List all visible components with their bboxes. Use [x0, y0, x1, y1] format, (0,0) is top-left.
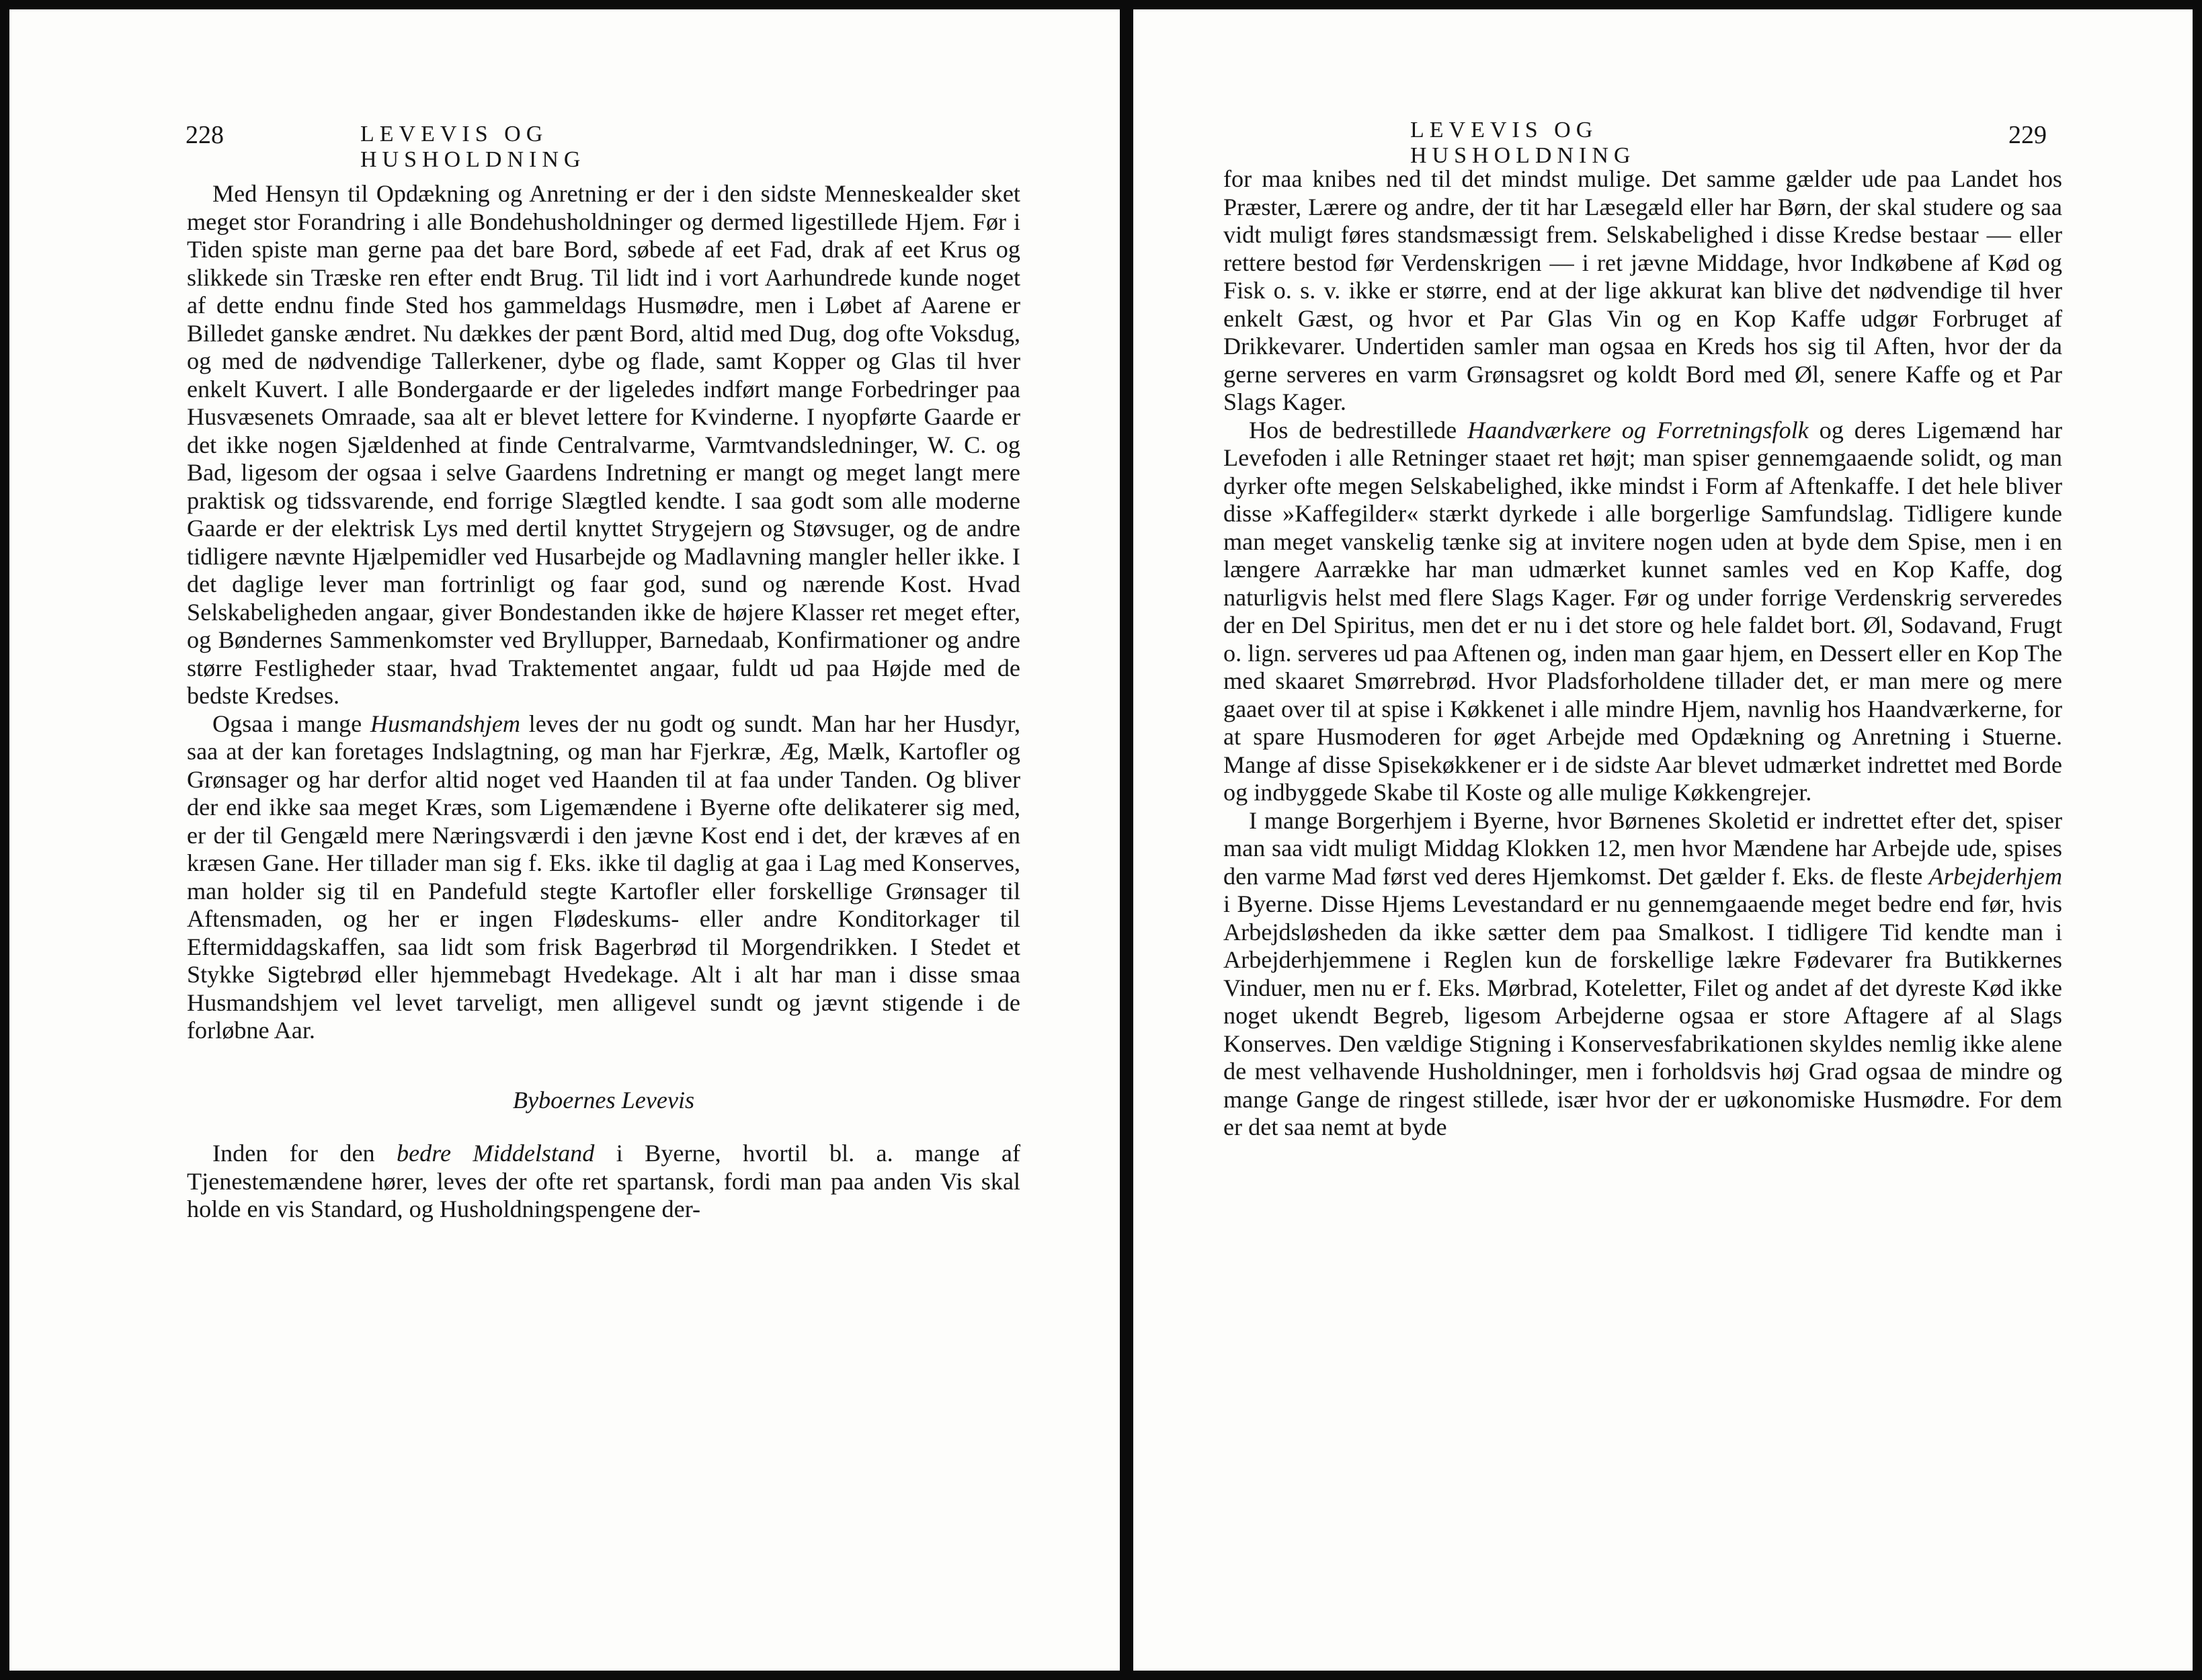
italic-phrase: bedre Middelstand	[397, 1140, 595, 1167]
paragraph	[1223, 165, 2062, 417]
paragraph	[1223, 417, 2062, 807]
text-run: leves der nu godt og sundt. Man har her Husdyr, saa at der kan foretages Indslagtning, og man har Fjerkræ, Æg, Mælk, Kartofler og Grønsager og har derfor altid noget ved Haanden til at faa under Tanden. Og bliver der end ikke saa meget Kræs, som Ligemændene i Byerne ofte delikaterer sig med, er der til Gengæld mere Næringsværdi i den jævne Kost end i det, der kræves af en kræsen Gane. Her tillader man sig f. Eks. ikke til daglig at gaa i Lag med Konserves, man holder sig til en Pandefuld stegte Kartofler eller forskellige Grønsager til Aftensmaden, og her er ingen Flødeskums- eller andre Konditorkager til Eftermiddagskaffen, saa lidt som frisk Bagerbrød til Morgendrikken. I Stedet et Stykke Sigtebrød eller hjemmebagt Hvedekage. Alt i alt har man i disse smaa Husmandshjem vel levet tarveligt, men alligevel sundt og jævnt stigende i de forløbne Aar.	[187, 710, 1020, 1044]
italic-phrase: Arbejderhjem	[1928, 862, 2062, 890]
right-page-body	[1223, 165, 2062, 1142]
section-heading: Byboernes Levevis	[512, 1086, 695, 1114]
text-run: Med Hensyn til Opdækning og Anretning er der i den sidste Menneskealder sket meget stor Forandring i alle Bondehusholdninger og dermed ligestillede Hjem. Før i Tiden spiste man gerne paa det bare Bord, søbede af eet Fad, drak af eet Krus og slikkede sin Træske ren efter endt Brug. Til lidt ind i vort Aarhundrede kunde noget af dette endnu finde Sted hos gammeldags Husmødre, men i Løbet af Aarene er Billedet ganske ændret. Nu dækkes der pænt Bord, altid med Dug, dog ofte Voksdug, og med de nødvendige Tallerkener, dybe og flade, samt Kopper og Glas til hver enkelt Kuvert. I alle Bondergaarde er der ligeledes indført mange Forbedringer paa Husvæsenets Omraade, saa alt er blevet lettere for Kvinderne. I nyopførte Gaarde er det ikke nogen Sjældenhed at finde Centralvarme, Varmtvandsledninger, W. C. og Bad, ligesom der ogsaa i selve Gaardens Indretning er mangt og meget langt mere praktisk og tidssvarende, end forrige Slægtled kendte. I saa godt som alle moderne Gaarde er der elektrisk Lys med dertil knyttet Strygejern og Støvsuger, og de andre tidligere nævnte Hjælpemidler ved Husarbejde og Madlavning mangler heller ikke. I det daglige lever man fortrinligt og faar god, sund og nærende Kost. Hvad Selskabeligheden angaar, giver Bondestanden ikke de højere Klasser ret meget efter, og Bøndernes Sammenkomster ved Bryllupper, Barnedaab, Konfirmationer og andre større Festligheder staar, hvad Traktementet angaar, fuldt ud paa Højde med de bedste Kredses.	[187, 180, 1020, 709]
left-page-body	[187, 180, 1020, 1224]
text-run: i Byerne, hvortil bl. a. mange af Tjenestemændene hører, leves der ofte ret spartansk, fordi man paa anden Vis skal holde en vis Standard, og Husholdningspengene der-	[187, 1140, 1021, 1222]
text-run: for maa knibes ned til det mindst mulige. Det samme gælder ude paa Landet hos Præster, Lærere og andre, der tit har Læsegæld eller har Børn, der skal studere og saa vidt muligt føres standsmæssigt frem. Selskabelighed i disse Kredse bestaar — eller rettere bestod før Verdenskrigen — i ret jævne Middage, hvor Indkøbene af Kød og Fisk o. s. v. ikke er større, end at der lige akkurat kan blive det nødvendige til hver enkelt Gæst, og hvor et Par Glas Vin og en Kop Kaffe udgør Forbruget af Drikkevarer. Undertiden samler man ogsaa en Kreds hos sig til Aften, hvor der da gerne serveres en varm Grønsagsret og koldt Bord med Øl, senere Kaffe og et Par Slags Kager.	[1223, 165, 2062, 415]
paragraph	[187, 1140, 1020, 1224]
italic-phrase: Husmandshjem	[370, 710, 521, 737]
italic-phrase: Haandværkere og Forretningsfolk	[1467, 416, 1809, 444]
page-number: 228	[186, 121, 224, 149]
running-head: LEVEVIS OG HUSHOLDNING	[1410, 118, 1636, 168]
running-head: LEVEVIS OG HUSHOLDNING	[360, 122, 586, 172]
paragraph	[1223, 807, 2062, 1142]
left-page	[9, 9, 1120, 1671]
text-run: i Byerne. Disse Hjems Levestandard er nu gennemgaaende meget bedre end før, hvis Arbejdsløsheden da ikke sætter dem paa Smalkost. I tidligere Tid kendte man i Arbejderhjemmene i Reglen kun de forskellige lækre Fødevarer fra Butikkernes Vinduer, men nu er f. Eks. Mørbrad, Koteletter, Filet og andet af det dyreste Kød ikke noget ukendt Begreb, ligesom Arbejderne ogsaa er store Aftagere af al Slags Konserves. Den vældige Stigning i Konservesfabrikationen skyldes nemlig ikke alene de mest velhavende Husholdninger, men i forholdsvis høj Grad ogsaa de mindre og mange Gange de ringest stillede, især hvor der er uøkonomiske Husmødre. For dem er det saa nemt at byde	[1223, 890, 2062, 1140]
text-run: Hos de bedrestillede	[1249, 416, 1468, 444]
text-run: Ogsaa i mange	[212, 710, 370, 737]
text-run: I mange Borgerhjem i Byerne, hvor Børnenes Skoletid er indrettet efter det, spiser man saa vidt muligt Middag Klokken 12, men hvor Mændene har Arbejde ude, spises den varme Mad først ved deres Hjemkomst. Det gælder f. Eks. de fleste	[1223, 806, 2062, 890]
paragraph	[187, 180, 1020, 710]
right-page	[1133, 9, 2193, 1671]
text-run: og deres Ligemænd har Levefoden i alle Retninger staaet ret højt; man spiser gennemgaaende solidt, og man dyrker ofte megen Selskabelighed, ikke mindst i Form af Aftenkaffe. I det hele bliver disse »Kaffegilder« stærkt dyrkede i alle borgerlige Samfundslag. Tidligere kunde man meget vanskelig tænke sig at invitere nogen uden at byde dem Spise, men i en længere Aarrække har man udmærket kunnet samles ved en Kop Kaffe, dog naturligvis helst med flere Slags Kager. Før og under forrige Verdenskrig serveredes der en Del Spiritus, men det er nu i det store og hele faldet bort. Øl, Sodavand, Frugt o. lign. serveres ud paa Aftenen og, inden man gaar hjem, en Dessert eller en Kop The med skaaret Smørrebrød. Hvor Pladsforholdene tillader det, er man mere og mere gaaet over til at spise i Køkkenet i alle mindre Hjem, navnlig hos Haandværkerne, for at spare Husmoderen for øget Arbejde med Opdækning og Anretning i Stuerne. Mange af disse Spisekøkkener er i de sidste Aar blevet udmærket indrettet med Borde og indbyggede Skabe til Koste og alle mulige Køkkengrejer.	[1223, 416, 2062, 806]
page-number: 229	[2008, 121, 2047, 149]
text-run: Inden for den	[212, 1140, 397, 1167]
paragraph	[187, 710, 1020, 1045]
